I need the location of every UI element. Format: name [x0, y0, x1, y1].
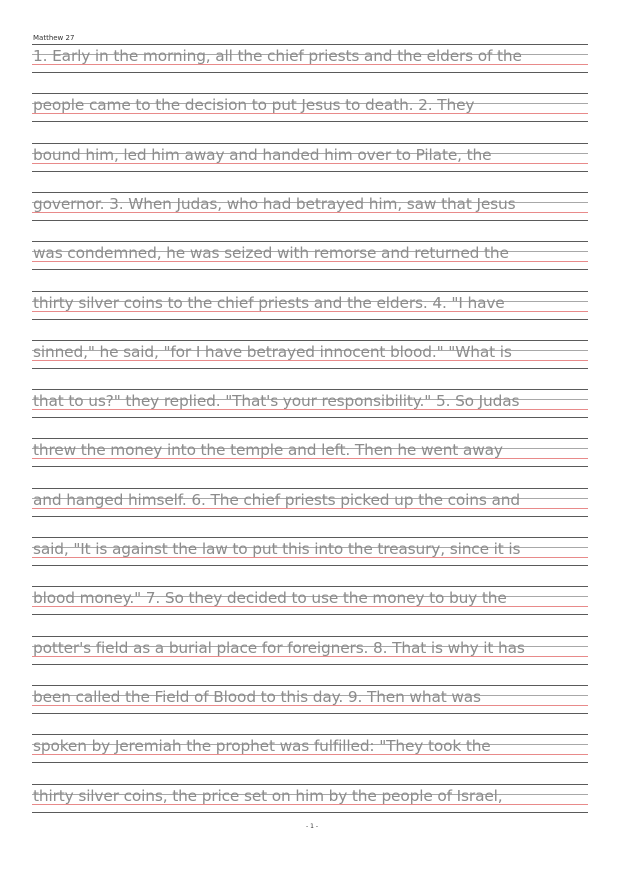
guide-line-top [32, 784, 588, 785]
handwriting-row [32, 734, 588, 763]
guide-line-bot [32, 516, 588, 517]
trace-text-line: said, "It is against the law to put this into the treasury, since it is [33, 540, 521, 558]
guide-line-bot [32, 417, 588, 418]
guide-line-bot [32, 466, 588, 467]
trace-text-line: been called the Field of Blood to this day. 9. Then what was [33, 687, 481, 706]
guide-line-bot [32, 812, 588, 813]
trace-text-line: thirty silver coins to the chief priests and the elders. 4. "I have [33, 293, 505, 312]
guide-line-bot [32, 368, 588, 369]
guide-line-bot [32, 565, 588, 566]
page-header: Matthew 27 [33, 34, 75, 42]
guide-line-top [32, 291, 588, 292]
handwriting-row [32, 241, 588, 270]
page-number: - 1 - [306, 823, 318, 830]
handwriting-row [32, 438, 588, 467]
trace-text-line: 1. Early in the morning, all the chief priests and the elders of the [33, 47, 522, 65]
handwriting-row [32, 340, 588, 369]
handwriting-row [32, 586, 588, 615]
handwriting-row [32, 636, 588, 665]
guide-line-top [32, 488, 588, 489]
handwriting-row [32, 685, 588, 714]
guide-line-top [32, 734, 588, 735]
handwriting-row [32, 143, 588, 172]
trace-text-line: and hanged himself. 6. The chief priests picked up the coins and [33, 490, 520, 509]
trace-text-line: potter's field as a burial place for foreigners. 8. That is why it has [33, 638, 525, 657]
guide-line-top [32, 241, 588, 242]
trace-text-line: bound him, led him away and handed him over to Pilate, the [33, 145, 492, 164]
trace-text-line: that to us?" they replied. "That's your responsibility." 5. So Judas [33, 392, 520, 411]
trace-text-line: thirty silver coins, the price set on him by the people of Israel, [33, 786, 503, 805]
handwriting-lines [32, 0, 588, 883]
guide-line-top [32, 192, 588, 193]
trace-text-line: people came to the decision to put Jesus to death. 2. They [33, 96, 475, 115]
handwriting-row [32, 192, 588, 221]
handwriting-row [32, 389, 588, 418]
trace-text-line: was condemned, he was seized with remorse and returned the [33, 244, 509, 263]
guide-line-top [32, 44, 588, 45]
guide-line-top [32, 143, 588, 144]
handwriting-row [32, 291, 588, 320]
guide-line-bot [32, 121, 588, 122]
guide-line-bot [32, 72, 588, 73]
guide-line-top [32, 636, 588, 637]
guide-line-top [32, 537, 588, 538]
guide-line-bot [32, 614, 588, 615]
handwriting-row [32, 93, 588, 122]
guide-line-bot [32, 171, 588, 172]
trace-text-line: sinned," he said, "for I have betrayed innocent blood." "What is [33, 342, 512, 361]
guide-line-bot [32, 269, 588, 270]
handwriting-row [32, 784, 588, 813]
handwriting-row [32, 488, 588, 517]
trace-text-line: blood money." 7. So they decided to use the money to buy the [33, 589, 507, 608]
guide-line-bot [32, 664, 588, 665]
guide-line-top [32, 438, 588, 439]
guide-line-bot [32, 319, 588, 320]
guide-line-bot [32, 713, 588, 714]
guide-line-top [32, 685, 588, 686]
trace-text-line: spoken by Jeremiah the prophet was fulfilled: "They took the [33, 737, 491, 756]
guide-line-top [32, 586, 588, 587]
handwriting-row [32, 44, 588, 73]
handwriting-row [32, 537, 588, 566]
guide-line-bot [32, 220, 588, 221]
guide-line-bot [32, 762, 588, 763]
guide-line-top [32, 340, 588, 341]
trace-text-line: governor. 3. When Judas, who had betrayed him, saw that Jesus [33, 194, 516, 213]
guide-line-top [32, 389, 588, 390]
trace-text-line: threw the money into the temple and left. Then he went away [33, 441, 503, 460]
guide-line-top [32, 93, 588, 94]
